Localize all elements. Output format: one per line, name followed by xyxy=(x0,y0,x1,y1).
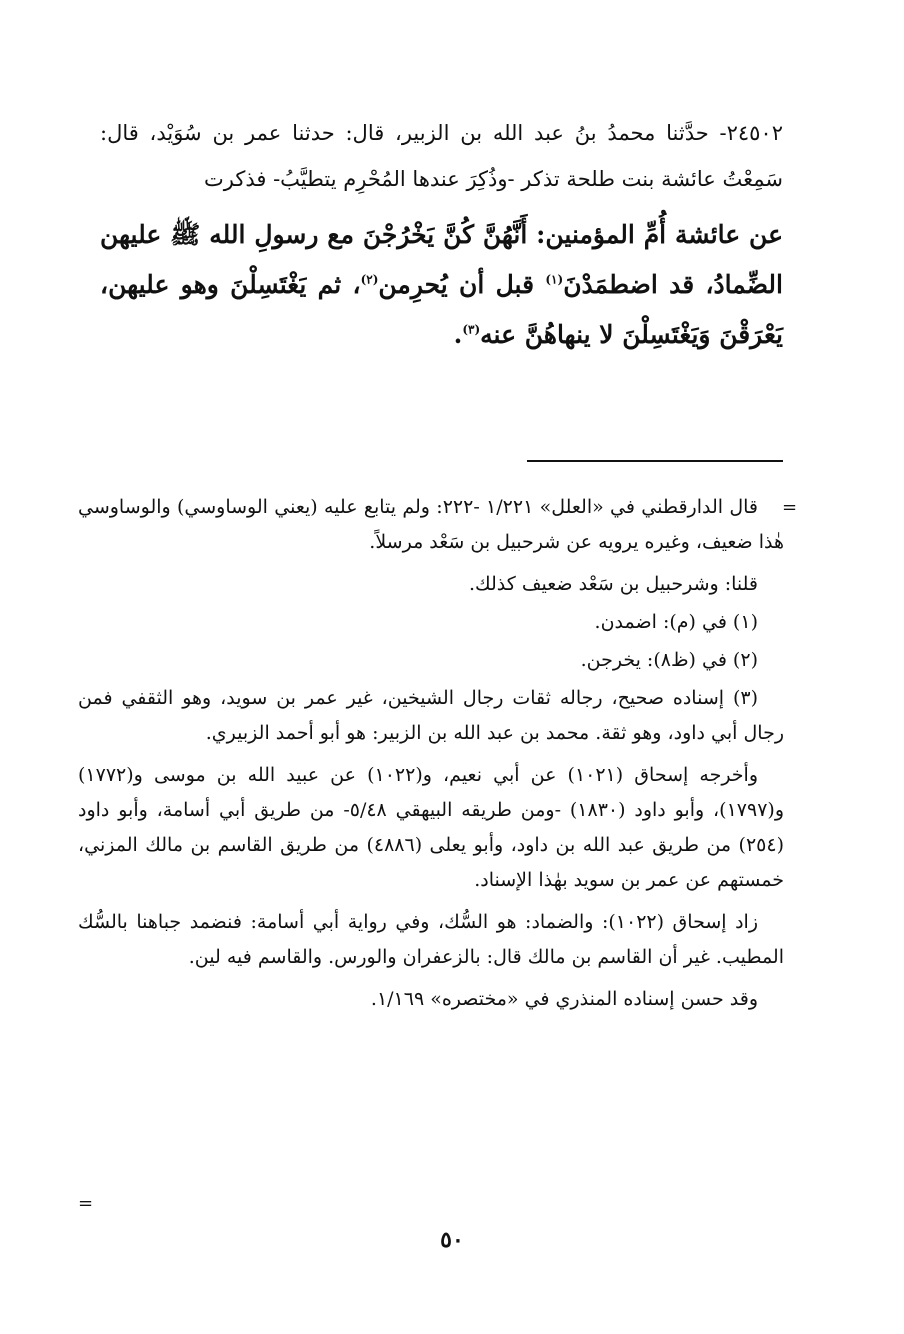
continuation-mark-bottom: = xyxy=(78,1193,94,1214)
page-number: ٥٠ xyxy=(440,1227,464,1253)
hadith-text-part1: عن عائشة أُمِّ المؤمنين: أَنَّهُنَّ كُنَّ يَخْرُجْنَ مع رسولِ الله ﷺ عليهن الضِّمادُ، قد اضطمَدْنَ xyxy=(100,220,783,299)
hadith-text-part2: قبل أن يُحرِمن xyxy=(378,270,546,299)
hadith-text-part3: ، ثم يَغْتَسِلْنَ وهو عليهن، يَعْرَقْنَ وَيَغْتَسِلْنَ لا ينهاهُنَّ عنه xyxy=(100,270,783,349)
footnote-carryover: قال الدارقطني في «العلل» ١/٢٢١ -٢٢٢: ولم يتابع عليه (يعني الوساوسي) والوساوسي هٰذا ضعيف، وغيره يرويه عن شرحبيل بن سَعْد مرسلاً. xyxy=(78,496,784,553)
continuation-mark-top: = xyxy=(782,497,798,518)
footnote-ref-1: (١) xyxy=(545,272,564,287)
hadith-text xyxy=(100,210,783,360)
footnote-ref-2: (٢) xyxy=(360,272,379,287)
footnote-3: (٣) إسناده صحيح، رجاله ثقات رجال الشيخين، غير عمر بن سويد، وهو الثقفي فمن رجال أبي داود، وهو ثقة. محمد بن عبد الله بن الزبير: هو أبو أحمد الزبيري. xyxy=(78,687,784,744)
footnote-1: (١) في (م): اضمدن. xyxy=(594,611,758,633)
footnotes xyxy=(78,490,784,1024)
footnote-takhrij: وأخرجه إسحاق (١٠٢١) عن أبي نعيم، و(١٠٢٢) عن عبيد الله بن موسى و(١٧٧٢) و(١٧٩٧)، وأبو داود (١٨٣٠) -ومن طريقه البيهقي ٥/٤٨- من طريق أبي أسامة، وأبو داود (٢٥٤) من طريق عبد الله بن داود، وأبو يعلى (٤٨٨٦) من طريق القاسم بن مالك المزني، خمستهم عن عمر بن سويد بهٰذا الإسناد. xyxy=(78,764,785,891)
hadith-intro: ٢٤٥٠٢- حدَّثنا محمدُ بنُ عبد الله بن الزبير، قال: حدثنا عمر بن سُوَيْد، قال: سَمِعْتُ عائشة بنت طلحة تذكر -وذُكِرَ عندها المُحْرِم يتطيَّبُ- فذكرت xyxy=(100,121,783,191)
main-text xyxy=(100,110,783,360)
footnote-our-note: قلنا: وشرحبيل بن سَعْد ضعيف كذلك. xyxy=(468,573,758,595)
hadith-text-end: . xyxy=(453,320,463,349)
footnote-hassan: وقد حسن إسناده المنذري في «مختصره» ١/١٦٩. xyxy=(370,988,758,1010)
footnote-separator xyxy=(527,460,783,462)
footnote-2: (٢) في (ظ٨): يخرجن. xyxy=(580,649,758,671)
footnote-ref-3: (٣) xyxy=(462,322,481,337)
footnote-zad: زاد إسحاق (١٠٢٢): والضماد: هو السُّك، وفي رواية أبي أسامة: فنضمد جباهنا بالسُّك المطيب. غير أن القاسم بن مالك قال: بالزعفران والورس. والقاسم فيه لين. xyxy=(78,911,784,968)
